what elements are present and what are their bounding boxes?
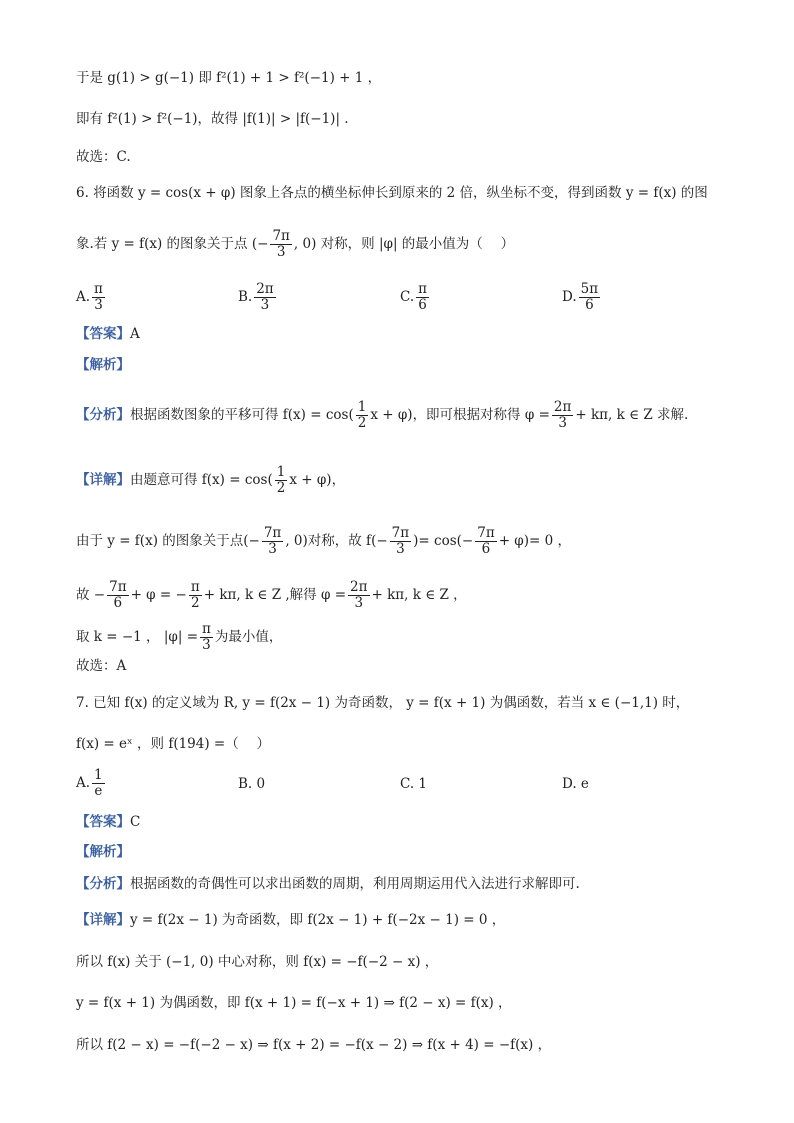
q6-option-a: A. $\frac{\pi}{3}$ bbox=[76, 281, 103, 313]
q7-line-3: 所以 f(2 − x) = −f(−2 − x) ⇒ f(x + 2) = −f(x − 2) ⇒ f(x + 4) = −f(x) ， bbox=[76, 1037, 552, 1053]
text: 象.若 y = f(x) 的图象关于点 bbox=[76, 236, 248, 252]
q6-stem-1: 6. 将函数 y = cos(x + φ) 图象上各点的横坐标伸长到原来的 2 倍，纵坐标不变，得到函数 y = f(x) 的图 bbox=[76, 185, 708, 201]
text: 对称，则 |φ| 的最小值为（ ） bbox=[320, 236, 515, 252]
q6-line-symmetry: 由于 y = f(x) 的图象关于点(− $\frac{7\pi}{3}$ , 0)对称，故 f(− $\frac{7\pi}{3}$ )= cos(− $\frac{7\pi}{6}$ + φ)= 0 ， bbox=[76, 525, 572, 557]
q7-option-a: A. $\frac{1}{e}$ bbox=[76, 767, 103, 799]
q7-line-1: 所以 f(x) 关于 (−1, 0) 中心对称，则 f(x) = −f(−2 − x) ， bbox=[76, 954, 439, 970]
q7-line-2: y = f(x + 1) 为偶函数，即 f(x + 1) = f(−x + 1) ⇒ f(2 − x) = f(x) ， bbox=[76, 995, 512, 1011]
line-1: 于是 g(1) > g(−1) 即 f²(1) + 1 > f²(−1) + 1 ， bbox=[76, 70, 382, 86]
q7-fenxi: 【分析】根据函数的奇偶性可以求出函数的周期，利用周期运用代入法进行求解即可. bbox=[76, 876, 580, 892]
q6-line-solve: 故 − $\frac{7\pi}{6}$ + φ = − $\frac{\pi}{2}$ + kπ, k ∈ Z ,解得 φ = $\frac{2\pi}{3}$ + kπ, k ∈ Z ， bbox=[76, 579, 467, 611]
q7-xiangjie: 【详解】y = f(2x − 1) 为奇函数，即 f(2x − 1) + f(−2x − 1) = 0 ， bbox=[76, 912, 506, 928]
fraction: $\frac{7\pi}{3}$ bbox=[272, 228, 290, 260]
q6-xiangjie: 【详解】由题意可得 f(x) = cos( $\frac{1}{2}$ x + φ)， bbox=[76, 464, 346, 496]
line-3: 故选：C. bbox=[76, 149, 131, 165]
q6-end: 故选：A bbox=[76, 658, 127, 674]
q6-answer: 【答案】A bbox=[76, 326, 140, 342]
q7-option-c: C. 1 bbox=[400, 776, 428, 792]
q7-answer: 【答案】C bbox=[76, 814, 141, 830]
q7-option-b: B. 0 bbox=[238, 776, 266, 792]
q6-stem-2 bbox=[76, 229, 514, 260]
q7-stem-2: f(x) = eˣ ，则 f(194) =（ ） bbox=[76, 736, 271, 752]
q6-fenxi: 【分析】根据函数图象的平移可得 f(x) = cos( $\frac{1}{2}$ x + φ)，即可根据对称得 φ = $\frac{2\pi}{3}$ + kπ, k ∈ Z 求解. bbox=[76, 399, 689, 431]
q7-option-d: D. e bbox=[562, 776, 589, 792]
q6-option-c: C. $\frac{\pi}{6}$ bbox=[400, 281, 428, 313]
q7-stem-1: 7. 已知 f(x) 的定义域为 R, y = f(2x − 1) 为奇函数， y = f(x + 1) 为偶函数，若当 x ∈ (−1,1) 时， bbox=[76, 695, 690, 711]
q7-analysis-tag: 【解析】 bbox=[76, 844, 130, 860]
q6-analysis-tag: 【解析】 bbox=[76, 357, 130, 373]
q6-option-b: B. $\frac{2\pi}{3}$ bbox=[238, 281, 274, 313]
line-2: 即有 f²(1) > f²(−1)，故得 |f(1)| > |f(−1)| . bbox=[76, 111, 349, 127]
text: , 0) bbox=[293, 236, 317, 252]
q6-option-d: D. $\frac{5\pi}{6}$ bbox=[562, 281, 599, 313]
text: (− bbox=[251, 236, 269, 252]
q6-line-min: 取 k = −1 ， |φ| = $\frac{\pi}{3}$ 为最小值， bbox=[76, 621, 283, 653]
